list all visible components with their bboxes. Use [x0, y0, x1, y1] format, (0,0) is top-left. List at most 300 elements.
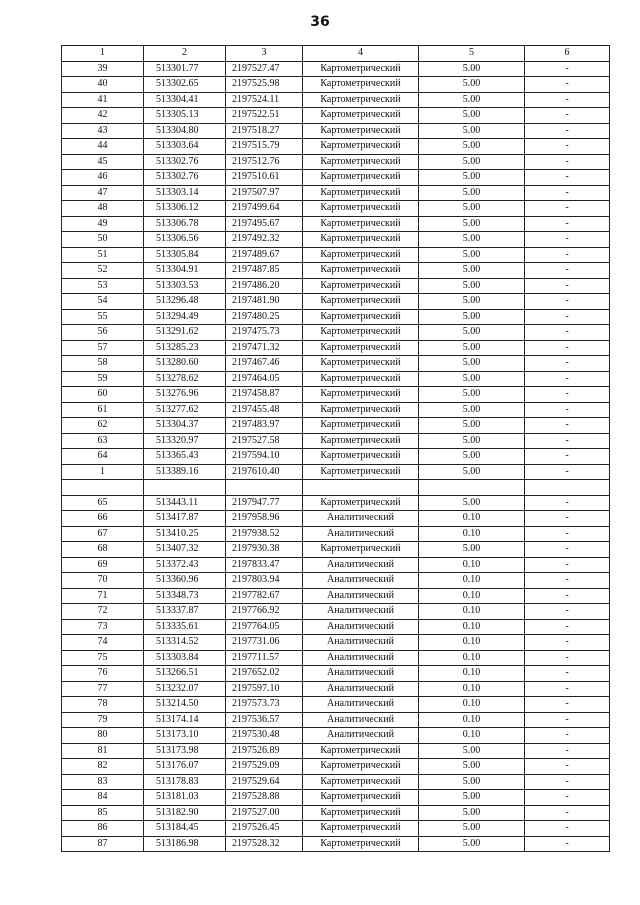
table-row — [62, 170, 610, 186]
x-coordinate-cell: 513306.78 — [144, 216, 226, 232]
x-coordinate-cell: 513443.11 — [144, 495, 226, 511]
accuracy-cell: 5.00 — [419, 542, 525, 558]
x-coordinate-cell: 513306.12 — [144, 201, 226, 217]
x-coordinate-cell: 513304.41 — [144, 92, 226, 108]
accuracy-cell: 0.10 — [419, 573, 525, 589]
x-coordinate-cell: 513277.62 — [144, 402, 226, 418]
note-cell: - — [525, 635, 610, 651]
table-row — [62, 790, 610, 806]
accuracy-cell: 5.00 — [419, 418, 525, 434]
note-cell: - — [525, 619, 610, 635]
point-number-cell: 81 — [62, 743, 144, 759]
accuracy-cell: 5.00 — [419, 449, 525, 465]
accuracy-cell: 5.00 — [419, 77, 525, 93]
note-cell: - — [525, 108, 610, 124]
table-row — [62, 604, 610, 620]
accuracy-cell: 5.00 — [419, 278, 525, 294]
method-cell: Картометрический — [303, 201, 419, 217]
y-coordinate-cell: 2197526.89 — [226, 743, 303, 759]
accuracy-cell: 5.00 — [419, 340, 525, 356]
y-coordinate-cell: 2197833.47 — [226, 557, 303, 573]
y-coordinate-cell: 2197764.05 — [226, 619, 303, 635]
accuracy-cell: 5.00 — [419, 464, 525, 480]
accuracy-cell: 0.10 — [419, 697, 525, 713]
x-coordinate-cell: 513365.43 — [144, 449, 226, 465]
y-coordinate-cell: 2197524.11 — [226, 92, 303, 108]
point-number-cell: 42 — [62, 108, 144, 124]
x-coordinate-cell: 513348.73 — [144, 588, 226, 604]
note-cell: - — [525, 712, 610, 728]
point-number-cell: 63 — [62, 433, 144, 449]
point-number-cell: 86 — [62, 821, 144, 837]
y-coordinate-cell: 2197489.67 — [226, 247, 303, 263]
x-coordinate-cell: 513335.61 — [144, 619, 226, 635]
y-coordinate-cell: 2197495.67 — [226, 216, 303, 232]
point-number-cell: 64 — [62, 449, 144, 465]
y-coordinate-cell: 2197507.97 — [226, 185, 303, 201]
accuracy-cell: 5.00 — [419, 247, 525, 263]
accuracy-cell: 0.10 — [419, 511, 525, 527]
x-coordinate-cell: 513303.64 — [144, 139, 226, 155]
note-cell: - — [525, 294, 610, 310]
method-cell: Картометрический — [303, 418, 419, 434]
note-cell: - — [525, 154, 610, 170]
method-cell: Картометрический — [303, 77, 419, 93]
method-cell: Аналитический — [303, 557, 419, 573]
method-cell: Картометрический — [303, 495, 419, 511]
note-cell: - — [525, 836, 610, 852]
note-cell: - — [525, 526, 610, 542]
y-coordinate-cell: 2197522.51 — [226, 108, 303, 124]
y-coordinate-cell: 2197499.64 — [226, 201, 303, 217]
note-cell: - — [525, 759, 610, 775]
note-cell: - — [525, 433, 610, 449]
method-cell: Картометрический — [303, 325, 419, 341]
x-coordinate-cell: 513278.62 — [144, 371, 226, 387]
y-coordinate-cell: 2197518.27 — [226, 123, 303, 139]
table-row — [62, 154, 610, 170]
point-number-cell: 53 — [62, 278, 144, 294]
table-body — [62, 61, 610, 852]
accuracy-cell: 5.00 — [419, 201, 525, 217]
accuracy-cell: 0.10 — [419, 635, 525, 651]
method-cell: Картометрический — [303, 433, 419, 449]
note-cell: - — [525, 216, 610, 232]
method-cell: Аналитический — [303, 728, 419, 744]
point-number-cell: 74 — [62, 635, 144, 651]
accuracy-cell: 5.00 — [419, 170, 525, 186]
table-row — [62, 294, 610, 310]
table-row — [62, 542, 610, 558]
method-cell: Картометрический — [303, 216, 419, 232]
x-coordinate-cell: 513178.83 — [144, 774, 226, 790]
table-row — [62, 821, 610, 837]
coordinates-table — [61, 45, 610, 852]
method-cell: Картометрический — [303, 108, 419, 124]
accuracy-cell: 0.10 — [419, 666, 525, 682]
accuracy-cell: 5.00 — [419, 433, 525, 449]
table-row — [62, 402, 610, 418]
point-number-cell: 40 — [62, 77, 144, 93]
y-coordinate-cell: 2197492.32 — [226, 232, 303, 248]
column-header: 2 — [144, 46, 226, 62]
x-coordinate-cell: 513372.43 — [144, 557, 226, 573]
method-cell: Картометрический — [303, 294, 419, 310]
method-cell: Аналитический — [303, 712, 419, 728]
note-cell: - — [525, 774, 610, 790]
note-cell: - — [525, 418, 610, 434]
method-cell: Аналитический — [303, 511, 419, 527]
note-cell: - — [525, 402, 610, 418]
point-number-cell: 49 — [62, 216, 144, 232]
table-row — [62, 666, 610, 682]
y-coordinate-cell: 2197510.61 — [226, 170, 303, 186]
method-cell: Картометрический — [303, 278, 419, 294]
accuracy-cell: 0.10 — [419, 557, 525, 573]
point-number-cell: 43 — [62, 123, 144, 139]
method-cell: Картометрический — [303, 743, 419, 759]
method-cell: Картометрический — [303, 387, 419, 403]
table-row — [62, 139, 610, 155]
column-header: 1 — [62, 46, 144, 62]
method-cell: Аналитический — [303, 666, 419, 682]
accuracy-cell: 5.00 — [419, 325, 525, 341]
x-coordinate-cell: 513410.25 — [144, 526, 226, 542]
accuracy-cell: 5.00 — [419, 123, 525, 139]
point-number-cell: 72 — [62, 604, 144, 620]
point-number-cell: 57 — [62, 340, 144, 356]
table-row — [62, 371, 610, 387]
table-row — [62, 356, 610, 372]
table-row — [62, 278, 610, 294]
y-coordinate-cell: 2197487.85 — [226, 263, 303, 279]
table-row — [62, 511, 610, 527]
point-number-cell: 61 — [62, 402, 144, 418]
x-coordinate-cell: 513181.03 — [144, 790, 226, 806]
method-cell: Картометрический — [303, 61, 419, 77]
note-cell: - — [525, 681, 610, 697]
method-cell: Аналитический — [303, 573, 419, 589]
y-coordinate-cell: 2197573.73 — [226, 697, 303, 713]
point-number-cell: 44 — [62, 139, 144, 155]
note-cell: - — [525, 325, 610, 341]
method-cell: Картометрический — [303, 449, 419, 465]
y-coordinate-cell: 2197526.45 — [226, 821, 303, 837]
note-cell: - — [525, 697, 610, 713]
x-coordinate-cell: 513280.60 — [144, 356, 226, 372]
y-coordinate-cell: 2197480.25 — [226, 309, 303, 325]
method-cell: Картометрический — [303, 185, 419, 201]
accuracy-cell: 0.10 — [419, 526, 525, 542]
y-coordinate-cell: 2197528.88 — [226, 790, 303, 806]
accuracy-cell: 5.00 — [419, 61, 525, 77]
accuracy-cell: 0.10 — [419, 681, 525, 697]
accuracy-cell: 5.00 — [419, 805, 525, 821]
accuracy-cell: 0.10 — [419, 619, 525, 635]
y-coordinate-cell: 2197515.79 — [226, 139, 303, 155]
point-number-cell: 48 — [62, 201, 144, 217]
method-cell: Картометрический — [303, 805, 419, 821]
accuracy-cell: 0.10 — [419, 604, 525, 620]
table-row — [62, 92, 610, 108]
accuracy-cell: 5.00 — [419, 790, 525, 806]
accuracy-cell: 5.00 — [419, 294, 525, 310]
point-number-cell: 76 — [62, 666, 144, 682]
accuracy-cell: 5.00 — [419, 821, 525, 837]
y-coordinate-cell: 2197467.46 — [226, 356, 303, 372]
x-coordinate-cell: 513303.14 — [144, 185, 226, 201]
y-coordinate-cell: 2197652.02 — [226, 666, 303, 682]
x-coordinate-cell: 513320.97 — [144, 433, 226, 449]
table-row — [62, 325, 610, 341]
accuracy-cell: 5.00 — [419, 495, 525, 511]
y-coordinate-cell: 2197610.40 — [226, 464, 303, 480]
y-coordinate-cell: 2197527.58 — [226, 433, 303, 449]
method-cell: Картометрический — [303, 836, 419, 852]
accuracy-cell: 5.00 — [419, 774, 525, 790]
point-number-cell: 56 — [62, 325, 144, 341]
point-number-cell: 60 — [62, 387, 144, 403]
y-coordinate-cell: 2197782.67 — [226, 588, 303, 604]
y-coordinate-cell: 2197529.64 — [226, 774, 303, 790]
point-number-cell: 62 — [62, 418, 144, 434]
accuracy-cell: 5.00 — [419, 371, 525, 387]
point-number-cell: 75 — [62, 650, 144, 666]
point-number-cell: 59 — [62, 371, 144, 387]
point-number-cell: 39 — [62, 61, 144, 77]
y-coordinate-cell: 2197711.57 — [226, 650, 303, 666]
x-coordinate-cell: 513186.98 — [144, 836, 226, 852]
accuracy-cell: 5.00 — [419, 216, 525, 232]
table-row — [62, 77, 610, 93]
point-number-cell: 77 — [62, 681, 144, 697]
note-cell: - — [525, 666, 610, 682]
note-cell — [525, 480, 610, 496]
table-row — [62, 263, 610, 279]
table-row — [62, 340, 610, 356]
column-header: 4 — [303, 46, 419, 62]
table-row — [62, 635, 610, 651]
accuracy-cell: 0.10 — [419, 650, 525, 666]
accuracy-cell: 5.00 — [419, 154, 525, 170]
table-row — [62, 123, 610, 139]
table-row — [62, 836, 610, 852]
y-coordinate-cell: 2197527.47 — [226, 61, 303, 77]
x-coordinate-cell: 513285.23 — [144, 340, 226, 356]
table-row — [62, 216, 610, 232]
note-cell: - — [525, 340, 610, 356]
header-row — [62, 46, 610, 62]
x-coordinate-cell: 513337.87 — [144, 604, 226, 620]
method-cell: Картометрический — [303, 542, 419, 558]
method-cell: Картометрический — [303, 402, 419, 418]
method-cell: Картометрический — [303, 356, 419, 372]
y-coordinate-cell — [226, 480, 303, 496]
column-header: 3 — [226, 46, 303, 62]
x-coordinate-cell: 513214.50 — [144, 697, 226, 713]
x-coordinate-cell: 513303.84 — [144, 650, 226, 666]
y-coordinate-cell: 2197731.06 — [226, 635, 303, 651]
note-cell: - — [525, 790, 610, 806]
table-row — [62, 805, 610, 821]
method-cell: Картометрический — [303, 464, 419, 480]
note-cell: - — [525, 170, 610, 186]
accuracy-cell: 5.00 — [419, 387, 525, 403]
accuracy-cell: 5.00 — [419, 309, 525, 325]
point-number-cell: 54 — [62, 294, 144, 310]
table-row — [62, 480, 610, 496]
table-row — [62, 449, 610, 465]
method-cell: Картометрический — [303, 247, 419, 263]
table-row — [62, 697, 610, 713]
x-coordinate-cell: 513302.76 — [144, 154, 226, 170]
point-number-cell: 45 — [62, 154, 144, 170]
accuracy-cell: 5.00 — [419, 108, 525, 124]
method-cell: Картометрический — [303, 263, 419, 279]
x-coordinate-cell: 513173.10 — [144, 728, 226, 744]
table-row — [62, 232, 610, 248]
method-cell: Аналитический — [303, 697, 419, 713]
method-cell — [303, 480, 419, 496]
y-coordinate-cell: 2197483.97 — [226, 418, 303, 434]
method-cell: Картометрический — [303, 92, 419, 108]
note-cell: - — [525, 728, 610, 744]
x-coordinate-cell: 513417.87 — [144, 511, 226, 527]
x-coordinate-cell: 513304.91 — [144, 263, 226, 279]
note-cell: - — [525, 185, 610, 201]
accuracy-cell: 5.00 — [419, 185, 525, 201]
table-row — [62, 619, 610, 635]
y-coordinate-cell: 2197527.00 — [226, 805, 303, 821]
method-cell: Картометрический — [303, 154, 419, 170]
x-coordinate-cell: 513389.16 — [144, 464, 226, 480]
y-coordinate-cell: 2197528.32 — [226, 836, 303, 852]
table-row — [62, 185, 610, 201]
note-cell: - — [525, 309, 610, 325]
note-cell: - — [525, 805, 610, 821]
x-coordinate-cell: 513176.07 — [144, 759, 226, 775]
y-coordinate-cell: 2197930.38 — [226, 542, 303, 558]
x-coordinate-cell: 513232.07 — [144, 681, 226, 697]
table-row — [62, 418, 610, 434]
note-cell: - — [525, 449, 610, 465]
note-cell: - — [525, 542, 610, 558]
x-coordinate-cell: 513303.53 — [144, 278, 226, 294]
note-cell: - — [525, 247, 610, 263]
method-cell: Картометрический — [303, 821, 419, 837]
point-number-cell: 82 — [62, 759, 144, 775]
method-cell: Картометрический — [303, 170, 419, 186]
x-coordinate-cell: 513360.96 — [144, 573, 226, 589]
x-coordinate-cell: 513173.98 — [144, 743, 226, 759]
y-coordinate-cell: 2197938.52 — [226, 526, 303, 542]
method-cell: Аналитический — [303, 635, 419, 651]
point-number-cell: 68 — [62, 542, 144, 558]
method-cell: Картометрический — [303, 774, 419, 790]
x-coordinate-cell: 513266.51 — [144, 666, 226, 682]
point-number-cell: 78 — [62, 697, 144, 713]
note-cell: - — [525, 387, 610, 403]
accuracy-cell: 5.00 — [419, 743, 525, 759]
accuracy-cell: 0.10 — [419, 728, 525, 744]
y-coordinate-cell: 2197594.10 — [226, 449, 303, 465]
point-number-cell: 80 — [62, 728, 144, 744]
table-row — [62, 464, 610, 480]
accuracy-cell: 5.00 — [419, 759, 525, 775]
table-row — [62, 588, 610, 604]
table-row — [62, 309, 610, 325]
x-coordinate-cell: 513291.62 — [144, 325, 226, 341]
y-coordinate-cell: 2197475.73 — [226, 325, 303, 341]
point-number-cell: 41 — [62, 92, 144, 108]
point-number-cell: 55 — [62, 309, 144, 325]
point-number-cell: 69 — [62, 557, 144, 573]
x-coordinate-cell: 513276.96 — [144, 387, 226, 403]
accuracy-cell: 5.00 — [419, 402, 525, 418]
note-cell: - — [525, 557, 610, 573]
method-cell: Картометрический — [303, 759, 419, 775]
accuracy-cell — [419, 480, 525, 496]
x-coordinate-cell: 513296.48 — [144, 294, 226, 310]
y-coordinate-cell: 2197481.90 — [226, 294, 303, 310]
y-coordinate-cell: 2197486.20 — [226, 278, 303, 294]
y-coordinate-cell: 2197471.32 — [226, 340, 303, 356]
table-row — [62, 108, 610, 124]
x-coordinate-cell: 513407.32 — [144, 542, 226, 558]
table-row — [62, 573, 610, 589]
method-cell: Картометрический — [303, 371, 419, 387]
note-cell: - — [525, 263, 610, 279]
y-coordinate-cell: 2197455.48 — [226, 402, 303, 418]
note-cell: - — [525, 650, 610, 666]
point-number-cell: 87 — [62, 836, 144, 852]
x-coordinate-cell: 513294.49 — [144, 309, 226, 325]
method-cell: Картометрический — [303, 123, 419, 139]
method-cell: Аналитический — [303, 650, 419, 666]
point-number-cell: 67 — [62, 526, 144, 542]
note-cell: - — [525, 573, 610, 589]
y-coordinate-cell: 2197530.48 — [226, 728, 303, 744]
table-row — [62, 387, 610, 403]
point-number-cell: 79 — [62, 712, 144, 728]
point-number-cell: 58 — [62, 356, 144, 372]
point-number-cell: 73 — [62, 619, 144, 635]
table-row — [62, 650, 610, 666]
method-cell: Аналитический — [303, 588, 419, 604]
point-number-cell: 46 — [62, 170, 144, 186]
note-cell: - — [525, 77, 610, 93]
accuracy-cell: 0.10 — [419, 712, 525, 728]
point-number-cell — [62, 480, 144, 496]
table-row — [62, 681, 610, 697]
x-coordinate-cell — [144, 480, 226, 496]
table-row — [62, 728, 610, 744]
table-row — [62, 774, 610, 790]
method-cell: Картометрический — [303, 232, 419, 248]
note-cell: - — [525, 61, 610, 77]
method-cell: Картометрический — [303, 790, 419, 806]
method-cell: Картометрический — [303, 340, 419, 356]
point-number-cell: 70 — [62, 573, 144, 589]
table-row — [62, 712, 610, 728]
x-coordinate-cell: 513182.90 — [144, 805, 226, 821]
y-coordinate-cell: 2197803.94 — [226, 573, 303, 589]
x-coordinate-cell: 513304.37 — [144, 418, 226, 434]
note-cell: - — [525, 511, 610, 527]
y-coordinate-cell: 2197536.57 — [226, 712, 303, 728]
accuracy-cell: 5.00 — [419, 263, 525, 279]
note-cell: - — [525, 821, 610, 837]
